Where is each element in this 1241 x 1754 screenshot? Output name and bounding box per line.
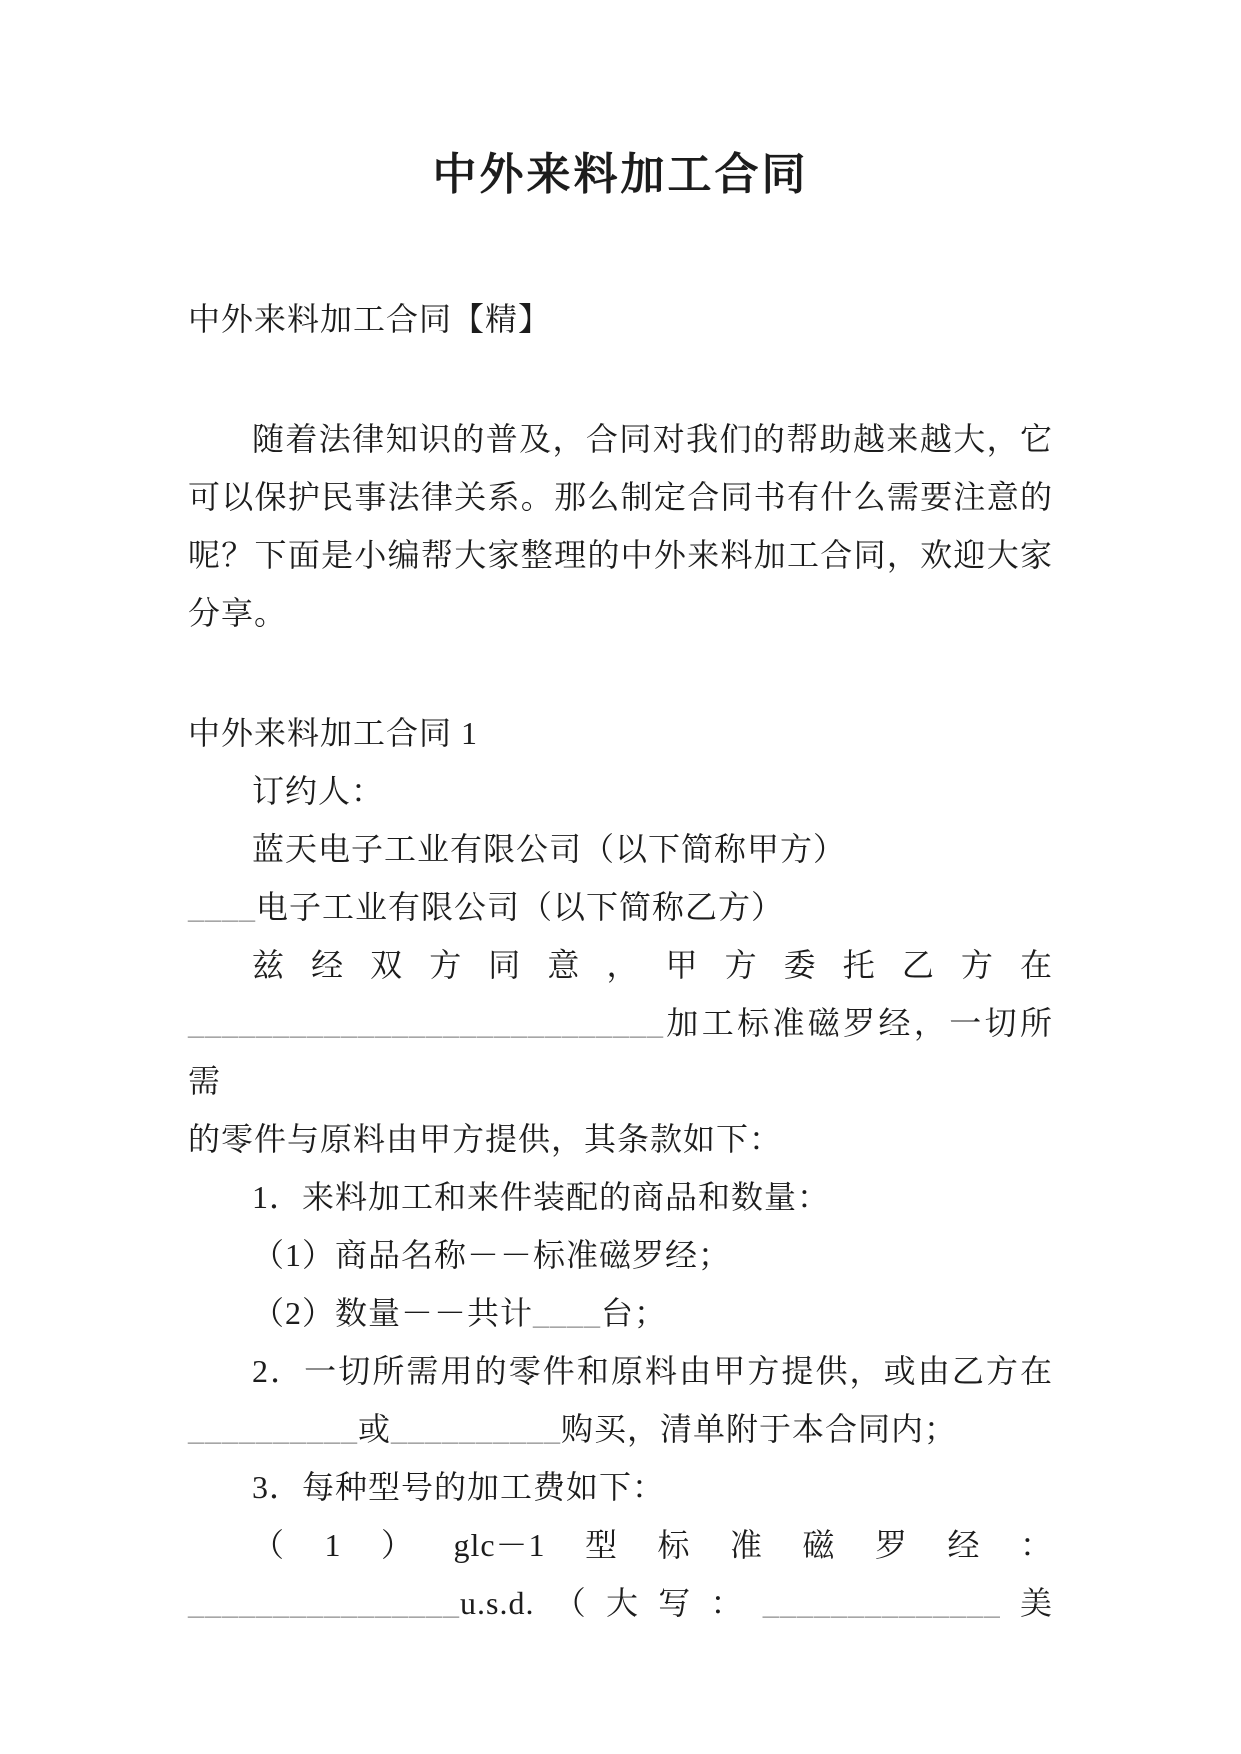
text-segment: 中外来料加工合同 1 xyxy=(188,715,479,751)
text-segment: 分享。 xyxy=(188,595,288,631)
text-segment: 订约人： xyxy=(252,773,385,809)
text-segment: 呢？下面是小编帮大家整理的中外来料加工合同，欢迎大家 xyxy=(188,537,1053,573)
contract-line xyxy=(188,1226,1053,1284)
text-segment: 可以保护民事法律关系。那么制定合同书有什么需要注意的 xyxy=(188,479,1053,515)
text-segment: 加工标准磁罗经，一切所需 xyxy=(188,1005,1053,1099)
contract-line xyxy=(188,1458,1053,1516)
text-segment: 美 xyxy=(1000,1585,1053,1621)
text-segment: 2．一切所需用的零件和原料由甲方提供，或由乙方在 xyxy=(252,1353,1053,1389)
document-title: 中外来料加工合同 xyxy=(432,150,809,199)
text-segment: （1）商品名称－－标准磁罗经； xyxy=(252,1237,732,1273)
text-segment: 购买，清单附于本合同内； xyxy=(561,1411,958,1447)
text-segment: （1）glc－1型标准磁罗经： xyxy=(252,1527,1053,1563)
contract-line xyxy=(188,1516,1053,1574)
text-segment: u.s.d.（大写： xyxy=(460,1585,763,1621)
contract-line xyxy=(188,1574,1053,1632)
text-segment: 的零件与原料由甲方提供，其条款如下： xyxy=(188,1121,783,1157)
text-segment: 台； xyxy=(601,1295,668,1331)
contract-line xyxy=(188,1110,1053,1168)
contract-line xyxy=(188,1400,1053,1458)
text-segment: 中外来料加工合同【精】 xyxy=(188,301,552,337)
text-segment: 兹经双方同意，甲方委托乙方在 xyxy=(252,947,1053,983)
intro-line xyxy=(188,468,1053,526)
blank-field: ____________________________ xyxy=(188,1005,664,1041)
blank-field: ______________ xyxy=(762,1585,1001,1621)
intro-line xyxy=(188,584,1053,642)
contract-line xyxy=(188,1342,1053,1400)
blank-field: ____ xyxy=(533,1295,602,1331)
section-heading xyxy=(188,704,1053,762)
text-segment: 随着法律知识的普及，合同对我们的帮助越来越大，它 xyxy=(252,421,1053,457)
doc-subtitle xyxy=(188,290,1053,348)
blank-field: __________ xyxy=(188,1411,358,1447)
text-segment: 电子工业有限公司（以下简称乙方） xyxy=(256,889,785,925)
contract-line xyxy=(188,936,1053,994)
document-content xyxy=(0,140,1241,1632)
contract-line xyxy=(188,820,1053,878)
text-segment: （2）数量－－共计 xyxy=(252,1295,534,1331)
text-segment: 蓝天电子工业有限公司（以下简称甲方） xyxy=(252,831,847,867)
contract-line xyxy=(188,1168,1053,1226)
text-segment: 3．每种型号的加工费如下： xyxy=(252,1469,666,1505)
intro-line xyxy=(188,410,1053,468)
blank-field: ________________ xyxy=(188,1585,460,1621)
blank-field: ____ xyxy=(188,889,256,925)
text-segment: 或 xyxy=(358,1411,392,1447)
contract-line xyxy=(188,994,1053,1110)
intro-line xyxy=(188,526,1053,584)
contract-line xyxy=(188,1284,1053,1342)
text-segment: 1．来料加工和来件装配的商品和数量： xyxy=(252,1179,831,1215)
contract-line xyxy=(188,878,1053,936)
blank-field: __________ xyxy=(391,1411,562,1447)
document-body xyxy=(188,290,1053,1632)
contract-line xyxy=(188,762,1053,820)
